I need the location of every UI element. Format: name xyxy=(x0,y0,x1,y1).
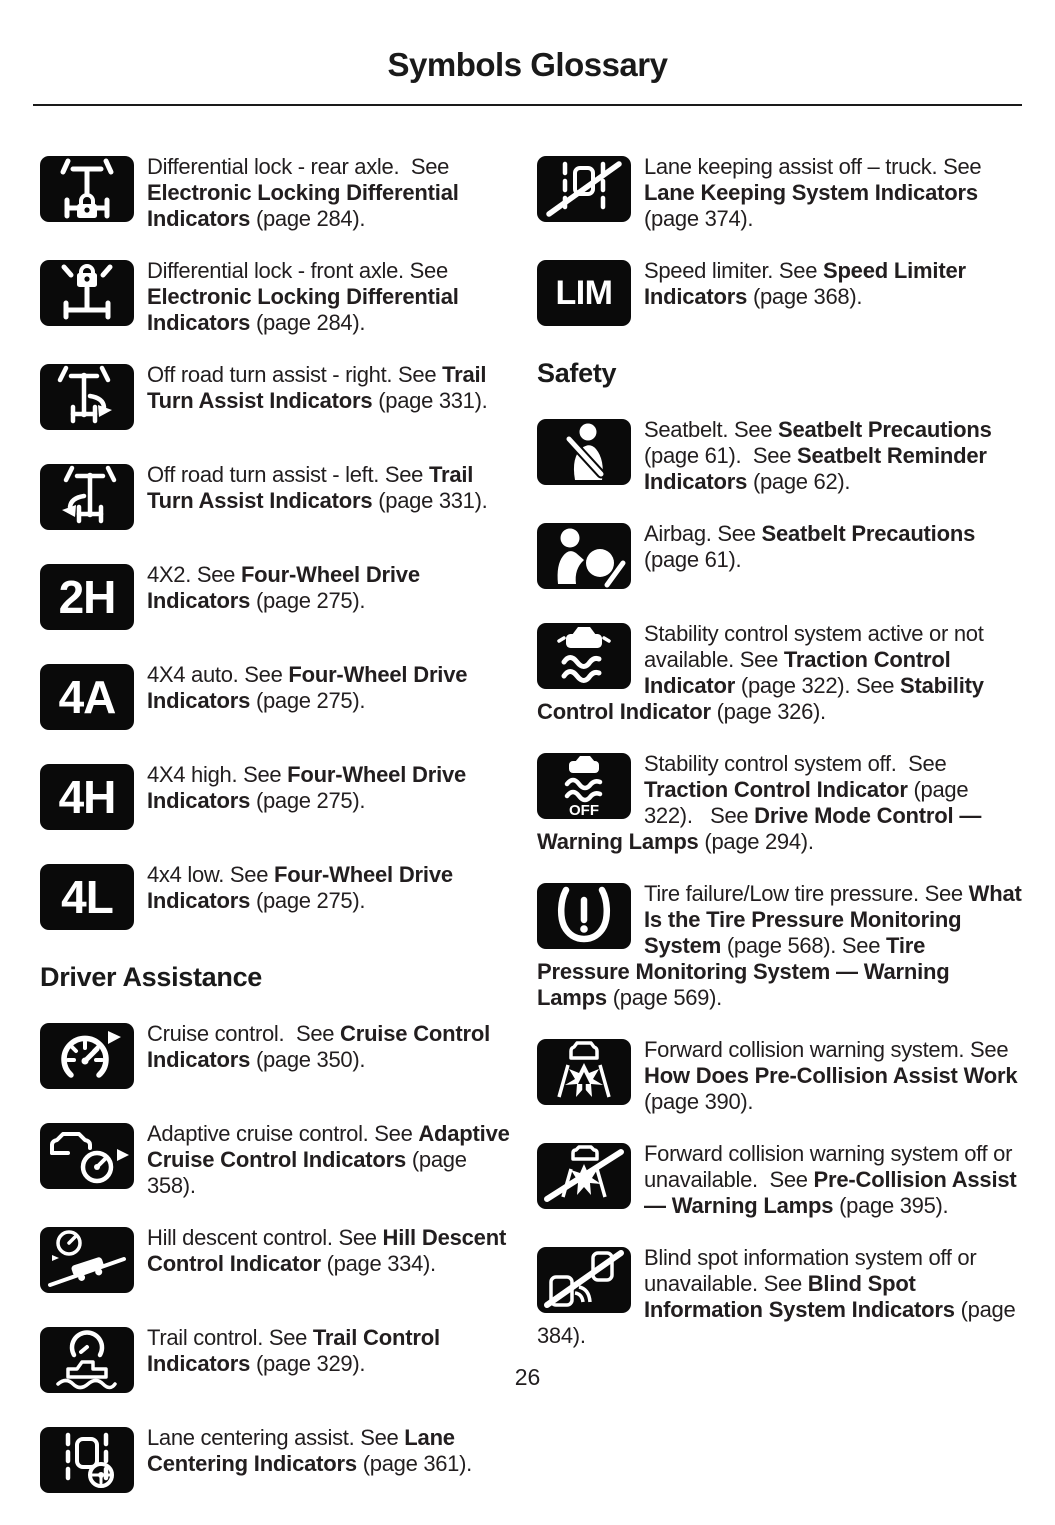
seatbelt-icon xyxy=(537,419,631,485)
glossary-entry xyxy=(40,258,510,336)
glossary-entry xyxy=(537,621,1022,725)
lane-keeping-off-icon xyxy=(537,156,631,222)
entry-text: Lane keeping assist off – truck. See Lane Keeping System Indicators (page 374). xyxy=(644,154,988,231)
lane-centering-icon xyxy=(40,1427,134,1493)
glossary-entry xyxy=(40,1225,510,1299)
entry-text: Stability control system off. See Traction Control Indicator (page 322). See Drive Mode Control — Warning Lamps (page 294). xyxy=(537,751,988,854)
blind-spot-off-icon xyxy=(537,1247,631,1313)
icon-label: 4H xyxy=(58,771,116,823)
entry-text: Differential lock - front axle. See Electronic Locking Differential Indicators (page 284). xyxy=(147,258,465,335)
off-road-turn-assist-left-icon xyxy=(40,464,134,530)
cruise-control-icon xyxy=(40,1023,134,1089)
entry-text: Stability control system active or not available. See Traction Control Indicator (page 322). See Stability Control Indicator (page 326). xyxy=(537,621,990,724)
four-wheel-drive-4l-icon xyxy=(40,864,134,930)
glossary-entry xyxy=(40,862,510,936)
glossary-entry xyxy=(537,521,1022,595)
entry-text: 4X2. See Four-Wheel Drive Indicators (page 275). xyxy=(147,562,426,613)
airbag-icon xyxy=(537,523,631,589)
glossary-entry xyxy=(40,562,510,636)
icon-label: 2H xyxy=(58,571,116,623)
adaptive-cruise-control-icon xyxy=(40,1123,134,1189)
glossary-entry xyxy=(537,417,1022,495)
glossary-entry xyxy=(40,154,510,232)
section-heading-driver-assistance: Driver Assistance xyxy=(40,962,263,992)
entry-text: Adaptive cruise control. See Adaptive Cruise Control Indicators (page 358). xyxy=(147,1121,516,1198)
entry-text: Off road turn assist - right. See Trail Turn Assist Indicators (page 331). xyxy=(147,362,493,413)
tire-pressure-icon xyxy=(537,883,631,949)
glossary-columns xyxy=(40,154,1028,1525)
differential-lock-front-axle-icon xyxy=(40,260,134,326)
hill-descent-control-icon xyxy=(40,1227,134,1293)
entry-text: Hill descent control. See Hill Descent Control Indicator (page 334). xyxy=(147,1225,512,1276)
glossary-entry xyxy=(40,362,510,436)
stability-control-icon xyxy=(537,623,631,689)
speed-limiter-icon xyxy=(537,260,631,326)
icon-label: LIM xyxy=(555,274,613,312)
glossary-entry xyxy=(40,762,510,836)
entry-text: Tire failure/Low tire pressure. See What Is the Tire Pressure Monitoring System (page 568). See Tire Pressure Monitoring System — Warning Lamps (page 569). xyxy=(537,881,1028,1010)
entry-text: Lane centering assist. See Lane Centering Indicators (page 361). xyxy=(147,1425,472,1476)
entry-text: Speed limiter. See Speed Limiter Indicators (page 368). xyxy=(644,258,972,309)
entry-text: Forward collision warning system. See How Does Pre-Collision Assist Work (page 390). xyxy=(644,1037,1024,1114)
glossary-entry xyxy=(537,154,1022,232)
glossary-entry xyxy=(40,1425,510,1499)
entry-text: 4x4 low. See Four-Wheel Drive Indicators (page 275). xyxy=(147,862,459,913)
entry-text: Seatbelt. See Seatbelt Precautions (page 61). See Seatbelt Reminder Indicators (page 62). xyxy=(644,417,998,494)
stability-control-off-icon xyxy=(537,753,631,819)
entry-text: Cruise control. See Cruise Control Indicators (page 350). xyxy=(147,1021,496,1072)
forward-collision-warning-off-icon xyxy=(537,1143,631,1209)
off-road-turn-assist-right-icon xyxy=(40,364,134,430)
entry-text: Blind spot information system off or unavailable. See Blind Spot Information System Indicators (page 384). xyxy=(537,1245,1022,1348)
forward-collision-warning-icon xyxy=(537,1039,631,1105)
entry-text: Off road turn assist - left. See Trail Turn Assist Indicators (page 331). xyxy=(147,462,488,513)
glossary-column-left xyxy=(40,154,516,1525)
four-wheel-drive-2h-icon xyxy=(40,564,134,630)
four-wheel-drive-4h-icon xyxy=(40,764,134,830)
section-heading-safety: Safety xyxy=(537,358,617,388)
glossary-entry xyxy=(537,1037,1022,1115)
glossary-column-right xyxy=(537,154,1028,1525)
entry-text: Differential lock - rear axle. See Electronic Locking Differential Indicators (page 284). xyxy=(147,154,465,231)
entry-text: Trail control. See Trail Control Indicators (page 329). xyxy=(147,1325,446,1376)
glossary-entry xyxy=(40,1021,510,1095)
glossary-entry xyxy=(537,1141,1022,1219)
entry-text: 4X4 auto. See Four-Wheel Drive Indicators (page 275). xyxy=(147,662,474,713)
svg-text:OFF: OFF xyxy=(569,802,599,819)
glossary-entry xyxy=(537,751,1022,855)
differential-lock-rear-axle-icon xyxy=(40,156,134,222)
title-divider xyxy=(33,104,1022,106)
entry-text: Forward collision warning system off or unavailable. See Pre-Collision Assist — Warning Lamps (page 395). xyxy=(644,1141,1023,1218)
glossary-entry xyxy=(537,1245,1022,1349)
glossary-entry xyxy=(40,462,510,536)
page-title: Symbols Glossary xyxy=(387,46,668,83)
entry-text: 4X4 high. See Four-Wheel Drive Indicators (page 275). xyxy=(147,762,472,813)
entry-text: Airbag. See Seatbelt Precautions (page 61). xyxy=(644,521,981,572)
glossary-entry xyxy=(40,1121,516,1199)
glossary-entry xyxy=(537,881,1028,1011)
four-wheel-drive-4a-icon xyxy=(40,664,134,730)
icon-label: 4L xyxy=(61,871,113,923)
page-number: 26 xyxy=(514,1364,541,1390)
icon-label: 4A xyxy=(58,671,116,723)
glossary-entry xyxy=(537,258,1022,332)
glossary-entry xyxy=(40,662,510,736)
